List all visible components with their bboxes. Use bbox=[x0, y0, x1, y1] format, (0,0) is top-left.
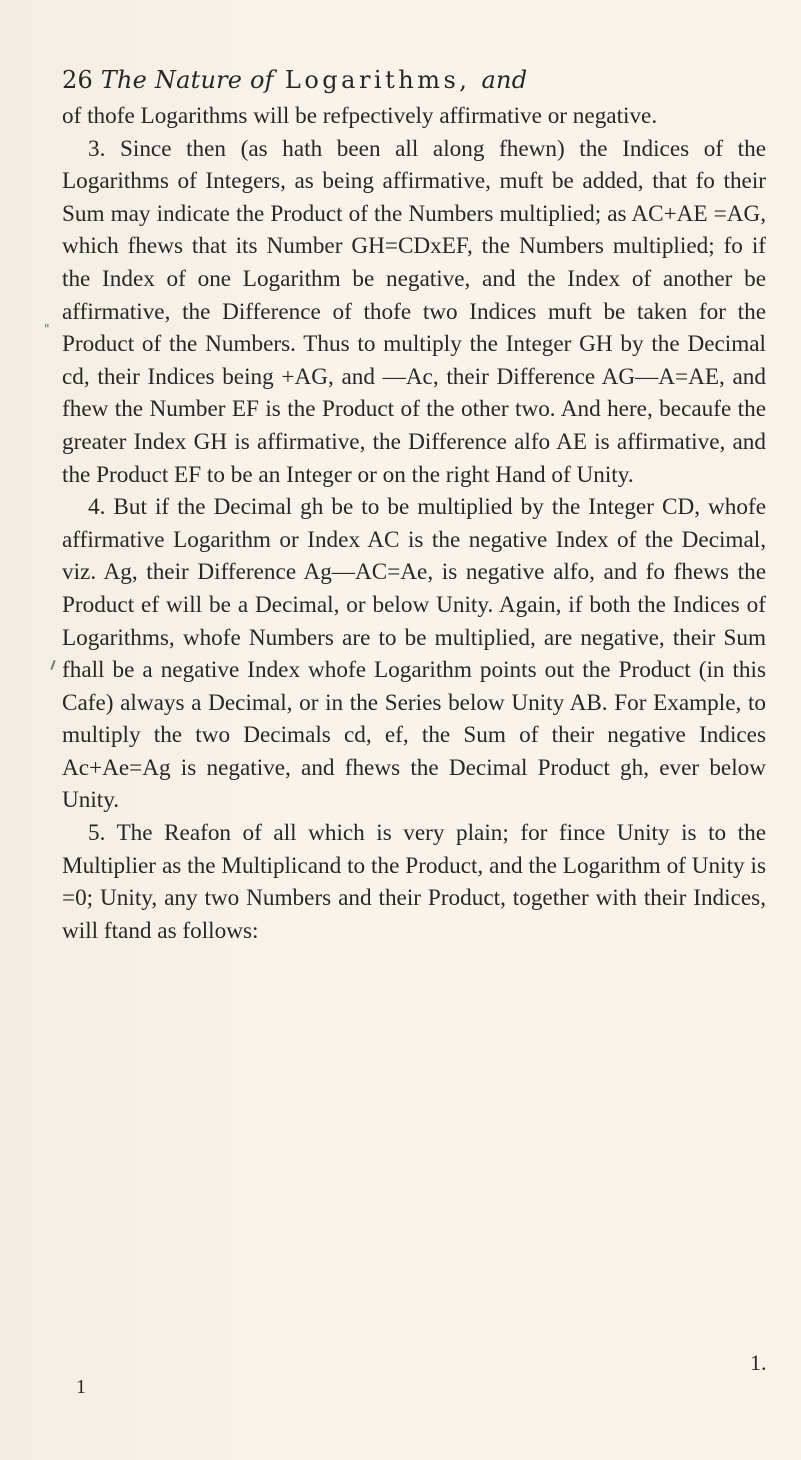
body-text bbox=[62, 100, 766, 947]
catchword-left: 1 bbox=[76, 1376, 86, 1398]
header-title-part2: Logarithms, bbox=[273, 66, 482, 94]
paragraph-5: 5. The Reafon of all which is very plain; for fince Unity is to the Multiplier as the Multiplicand to the Product, and the Logarithm of Unity is =0; Unity, any two Numbers and their Product, together with their Indices, will ftand as follows: bbox=[62, 820, 766, 944]
running-header bbox=[62, 66, 527, 94]
header-title-of: of bbox=[250, 66, 274, 94]
paragraph-4: 4. But if the Decimal gh be to be multiplied by the Integer CD, whofe affirmative Logarithm or Index AC is the negative Index of the Decimal, viz. Ag, their Difference Ag—AC=Ae, is negative alfo, and fo fhews the Product ef will be a Decimal, or below Unity. Again, if both the Indices of Logarithms, whofe Numbers are to be multiplied, are negative, their Sum fhall be a negative Index whofe Logarithm points out the Product (in this Cafe) always a Decimal, or in the Series below Unity AB. For Example, to multiply the two Decimals cd, ef, the Sum of their negative Indices Ac+Ae=Ag is negative, and fhews the Decimal Product gh, ever below Unity. bbox=[62, 494, 766, 814]
margin-tick bbox=[50, 660, 55, 670]
header-title-and: and bbox=[481, 66, 528, 94]
paragraph-continued: of thofe Logarithms will be refpectively affirmative or negative. bbox=[62, 103, 658, 129]
page-number: 26 bbox=[62, 66, 93, 94]
margin-mark: " bbox=[44, 322, 50, 336]
paragraph-3: 3. Since then (as hath been all along fhewn) the Indices of the Logarithms of Integers, as being affirmative, muft be added, that fo their Sum may indicate the Product of the Numbers multiplied; as AC+AE =AG, which fhews that its Number GH=CDxEF, the Numbers multiplied; fo if the Index of one Logarithm be negative, and the Index of another be affirmative, the Difference of thofe two Indices muft be taken for the Product of the Numbers. Thus to multiply the Integer GH by the Decimal cd, their Indices being +AG, and —Ac, their Difference AG—A=AE, and fhew the Number EF is the Product of the other two. And here, becaufe the greater Index GH is affirmative, the Difference alfo AE is affirmative, and the Product EF to be an Integer or on the right Hand of Unity. bbox=[62, 135, 766, 488]
header-title-part1: The Nature bbox=[100, 66, 251, 94]
catchword-right: 1. bbox=[750, 1350, 767, 1375]
